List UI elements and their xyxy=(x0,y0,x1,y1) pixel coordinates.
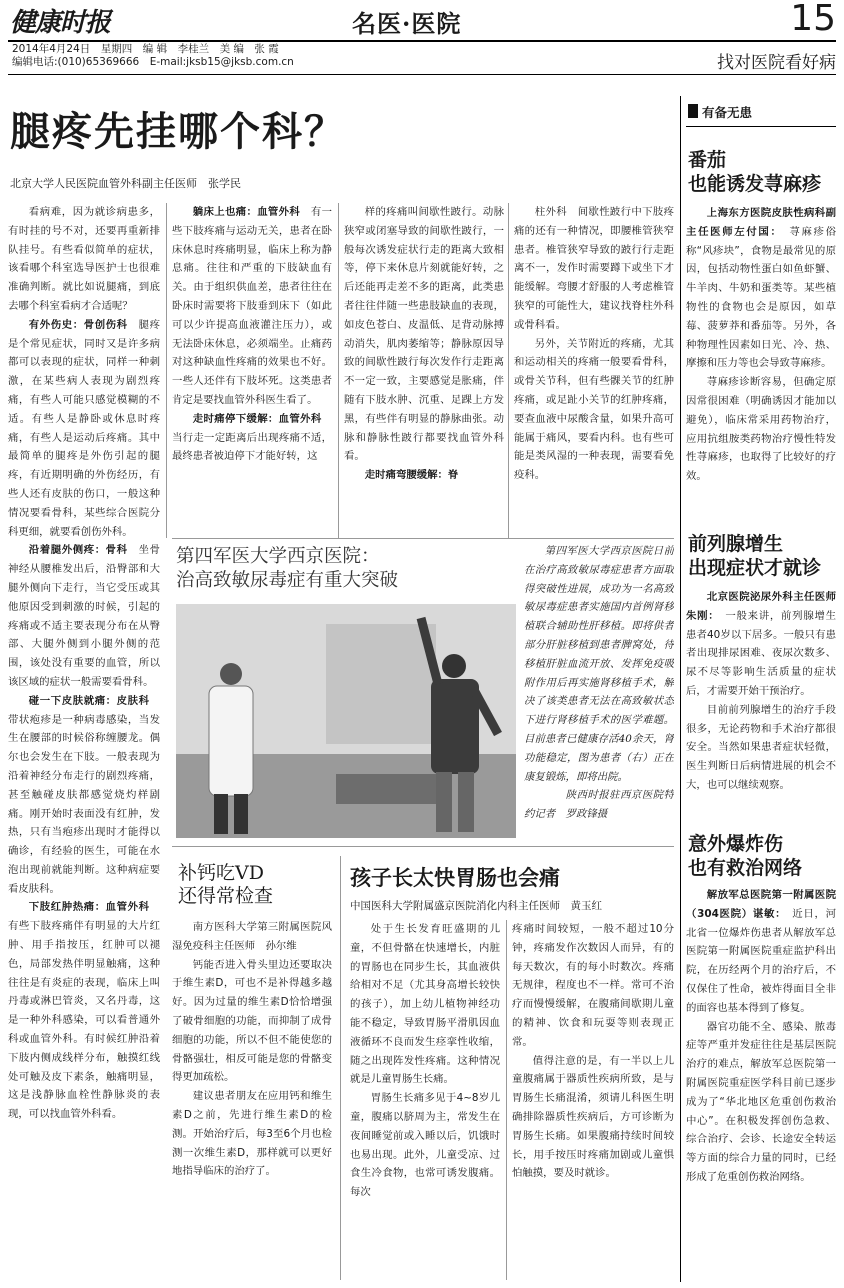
paragraph-lead: 走时痛弯腰缓解：脊 xyxy=(364,469,459,482)
lead-column-1 xyxy=(8,203,160,1281)
paragraph-text: 腿疼是个常见症状，同时又是许多病都可以表现的症状，同样一种刺激，在某些病人表现为剧烈疼痛，有些人可能只感觉模糊的不适。有些人是静卧或休息时疼痛，有些人是运动后疼痛。其中最简单的腿疼是外伤引起的腿疼，有近期明确的外伤经历，有些人还有皮肤的伤口，一般这种情况要看骨科，某些综合医院分科更细，就要看创伤外科。 xyxy=(8,318,160,538)
paragraph-text: 有些下肢疼痛伴有明显的大片红肿、用手指按压，红肿可以褪色，局部发热伴明显触痛，这种往往是有炎症的表现，临床上叫丹毒或淋巴管炎，又名丹毒，这是一种外科感染，可以看普通外科或血管外科。有时候红肿沿着下肢内侧成线样分布，触摸红线处可触及皮下素条，触痛明显，这是浅静脉血栓性静脉炎的表现，可以找血管外科看。 xyxy=(8,901,160,1121)
paragraph-text: 当行走一定距离后出现疼痛不适，最终患者被迫停下才能好转，这 xyxy=(172,412,332,463)
column-divider xyxy=(166,203,167,538)
vitamin-byline: 南方医科大学第三附属医院风湿免疫科主任医师 孙尔维 xyxy=(172,921,332,952)
newspaper-logo: 健康时报 xyxy=(10,8,111,38)
lead-column-3 xyxy=(344,203,504,525)
article-paragraph xyxy=(686,886,836,1018)
sidebar-title-line2: 也有救治网络 xyxy=(688,857,803,879)
sidebar-title-line1: 意外爆炸伤 xyxy=(688,833,784,855)
article-paragraph xyxy=(172,410,332,466)
sidebar-article-title xyxy=(688,148,836,198)
article-paragraph xyxy=(8,541,160,691)
article-paragraph xyxy=(686,373,836,486)
sidebar-article-body xyxy=(686,588,836,824)
paragraph-lead: 解放军总医院第一附属医院（304医院）谌敏： xyxy=(686,889,836,920)
article-paragraph xyxy=(686,1018,836,1187)
vitamin-body xyxy=(172,918,332,1280)
kids-byline: 中国医科大学附属盛京医院消化内科主任医师 黄玉红 xyxy=(350,900,602,912)
kids-paragraph: 胃肠生长痛多见于4~8岁儿童，腹痛以脐周为主，常发生在夜间睡觉前或入睡以后，饥饿时也易出现。此外，儿童受凉、过食生冷食物，也常可诱发腹痛。每次 xyxy=(350,1092,500,1199)
article-paragraph xyxy=(686,701,836,795)
sidebar-title-line2: 也能诱发荨麻疹 xyxy=(688,173,822,195)
sidebar-tag-marker xyxy=(688,104,698,118)
paragraph-lead: 有外伤史：骨创伤科 xyxy=(28,318,128,331)
paragraph-text: 看病难，因为就诊病患多，有时挂的号不对，还要再重新排队挂号。有些看似简单的症状，该看哪个科室选导医护士也很难准确判断。就比如说腿痛，到底去哪个科室看病才合适呢？ xyxy=(8,206,160,312)
paragraph-text: 目前前列腺增生的治疗手段很多，无论药物和手术治疗都很安全。当然如果患者症状轻微，医生判断日后病情进展的机会不大，也可以继续观察。 xyxy=(686,703,836,791)
vitamin-title-line1: 补钙吃VD xyxy=(178,862,264,884)
editor-contact: 编辑电话:(010)65369666 E-mail:jksb15@jksb.com.cn xyxy=(12,56,294,68)
paragraph-lead: 躺床上也痛：血管外科 xyxy=(192,206,301,218)
paragraph-text: 一般来讲，前列腺增生患者40岁以下居多。一般只有患者出现排尿困难、夜尿次数多、尿不尽等影响生活质量的症状后，才需要开始干预治疗。 xyxy=(686,609,836,697)
page-number: 15 xyxy=(790,0,836,39)
paragraph-text: 带状疱疹是一种病毒感染，当发生在腰部的时候俗称缠腰龙。偶尔也会发生在下肢。一般表现为沿着神经分布走行的剧烈疼痛，甚至触碰皮肤都感觉烧灼样剧痛。刚开始时表面没有红肿，发热，只有当疱疹出现时才能得以确诊，有经验的医生，可能在水泡出现前就能判断。这种病症要看皮肤科。 xyxy=(8,694,160,895)
article-paragraph xyxy=(8,316,160,542)
section-divider xyxy=(172,538,674,539)
photo-story-title xyxy=(176,545,516,595)
section-divider xyxy=(172,846,674,847)
column-divider xyxy=(508,203,509,538)
vitamin-paragraph: 建议患者朋友在应用钙和维生素D之前，先进行维生素D的检测。开始治疗后，每3至6个月也检测一次维生素D，那样就可以更好地指导临床的治疗了。 xyxy=(172,1090,332,1178)
sidebar-title-line2: 出现症状才就诊 xyxy=(688,557,822,579)
article-paragraph xyxy=(8,203,160,316)
kids-paragraph: 值得注意的是，有一半以上儿童腹痛属于器质性疾病所致，是与胃肠生长痛混淆，须请儿科医生明确排除器质性疾病后，方可诊断为胃肠生长痛。如果腹痛持续时间较长，用手按压时疼痛加剧或儿童惧怕触摸，要及时就诊。 xyxy=(512,1054,674,1180)
photo-caption xyxy=(524,542,674,837)
lead-column-2 xyxy=(172,203,332,525)
paragraph-text: 荨麻疹诊断容易，但确定原因常很困难（明确诱因才能加以避免），临床常采用药物治疗，应用抗组胺类药物治疗慢性特发性荨麻疹，也取得了比较好的疗效。 xyxy=(686,376,836,483)
photo-story-title-line2: 治高致敏尿毒症有重大突破 xyxy=(176,570,399,591)
header-bottom-rule xyxy=(8,74,836,75)
paragraph-text: 柱外科 间歇性跛行中下肢疼痛的还有一种情况，即腰椎管狭窄患者。椎管狭窄导致的跛行行走距离不一，发作时需要蹲下或坐下才能缓解。弯腰才舒服的人考虑椎管狭窄的可能性大，建议找脊柱外科或骨科看。 xyxy=(514,206,674,331)
sidebar-title-line1: 前列腺增生 xyxy=(688,533,784,555)
article-paragraph xyxy=(344,466,504,485)
paragraph-text: 另外，关节附近的疼痛，尤其和运动相关的疼痛一般要看骨科，或骨关节科，但有些髁关节的红肿疼痛，或足趾小关节的红肿疼痛，要查血液中尿酸含量，如果升高可能属于痛风，要看内科。也有些可能是类风湿的一种表现，需要看免疫科。 xyxy=(514,337,674,482)
kids-paragraph: 处于生长发育旺盛期的儿童，不但骨骼在快速增长，内脏的胃肠也在同步生长，其血液供给相对不足（尤其身高增长较快的孩子），加上幼儿植物神经功能不稳定，导致胃肠平滑肌因血液循环不良而发生痉挛性收缩，随之出现阵发性疼痛。这种情况就是儿童胃肠生长痛。 xyxy=(350,923,500,1086)
article-paragraph xyxy=(172,203,332,410)
paragraph-lead: 走时痛停下缓解：血管外科 xyxy=(192,412,322,425)
photo-story-title-line1: 第四军医大学西京医院： xyxy=(176,546,380,567)
issue-date-editors: 2014年4月24日 星期四 编 辑 李桂兰 美 编 张 霞 xyxy=(12,43,279,55)
paragraph-text: 有一些下肢疼痛与运动无关，患者在卧床休息时疼痛明显，临床上称为静息痛。往往和严重的下肢缺血有关。由于组织供血差，患者往往在卧床时需要将下肢垂到床下（如此可以少许提高血液灌注压力），或无法卧床休息，必须端坐。止痛药对这种缺血性疼痛的效果也不好。一些人还伴有下肢坏死。这类患者肯定是要找血管外科医生看了。 xyxy=(172,206,332,406)
sidebar-article-body xyxy=(686,204,836,522)
sidebar-article-title xyxy=(688,832,836,882)
paragraph-lead: 下肢红肿热痛：血管外科 xyxy=(28,901,150,914)
paragraph-lead: 碰一下皮肤就痛：皮肤科 xyxy=(28,694,150,707)
paragraph-text: 器官功能不全、感染、脓毒症等严重并发症往往是基层医院治疗的难点，解放军总医院第一附属医院重症医学科目前已逐步成为了“华北地区危重创伤救治中心”。在积极发挥创伤急救、综合治疗、会诊、长途安全转运等方面的综合力量的同时，已经形成了危重创伤救治网络。 xyxy=(686,1020,836,1183)
article-paragraph xyxy=(8,692,160,899)
photo-caption-text: 第四军医大学西京医院日前在治疗高致敏尿毒症患者方面取得突破性进展，成功为一名高致敏尿毒症患者实施国内首例肾移植联合辅助性肝移植。即将供者部分肝脏移植到患者脾窝处，待移植肝脏血流开放、发挥免疫吸附作用后再实施肾移植手术，解决了该类患者无法在高致敏状态下进行肾移植手术的医学难题。目前患者已健康存活40余天，肾功能稳定，图为患者（右）正在康复锻炼，即将出院。 xyxy=(524,545,674,783)
kids-paragraph: 疼痛时间较短，一般不超过10分钟，疼痛发作次数因人而异，有的每天数次，有的每小时数次。疼痛无规律，程度也不一样。常可不治疗而慢慢缓解，在腹痛间歇期儿童的精神、饮食和玩耍等则表现正常。 xyxy=(512,923,674,1048)
column-divider xyxy=(338,203,339,538)
vitamin-paragraph: 钙能否进入骨头里边还要取决于维生素D，可也不是补得越多越好。因为过量的维生素D恰恰增强了破骨细胞的功能，而抑制了成骨细胞的功能，所以不但不能使您的骨骼强壮，相反可能是您的骨骼变得更加疏松。 xyxy=(172,958,332,1084)
sidebar-article-title xyxy=(688,532,836,582)
vitamin-title-line2: 还得常检查 xyxy=(178,885,274,907)
paragraph-lead: 北京医院泌尿外科主任医师朱刚： xyxy=(686,591,836,622)
paragraph-lead: 上海东方医院皮肤性病科副主任医师左付国： xyxy=(686,207,836,238)
paragraph-lead: 沿着腿外侧疼：骨科 xyxy=(28,544,128,557)
sidebar-divider xyxy=(680,96,681,1282)
sidebar-article-body xyxy=(686,886,836,1282)
sidebar-title-line1: 番茄 xyxy=(688,149,727,171)
lead-byline: 北京大学人民医院血管外科副主任医师 张学民 xyxy=(10,177,241,190)
paragraph-text: 坐骨神经从腰椎发出后，沿臀部和大腿外侧向下走行，当它受压或其他原因受到刺激的时候，引起的疼痛或不适主要表现分布在从臀部、大腿外侧到小腿外侧的范围，该处没有重要的血管，所以该区域的症状一般需要看骨科。 xyxy=(8,544,160,688)
header-rule xyxy=(8,40,836,42)
kids-headline: 孩子长太快胃肠也会痛 xyxy=(350,865,560,890)
article-paragraph xyxy=(686,204,836,373)
sidebar-tag: 有备无患 xyxy=(702,105,753,120)
paragraph-text: 样的疼痛叫间歇性跛行。动脉狭窄或闭塞导致的间歇性跛行，一般每次诱发症状行走的距离大致相等，停下来休息片刻就能好转，之后还能再走差不多的距离，此类患者往往伴随一些患肢缺血的表现，如皮色苍白、皮温低、足背动脉搏动消失，肌肉萎缩等；静脉原因导致的间歇性跛行每次发作行走距离不一定一致，主要感觉是胀痛，伴随有下肢水肿、沉重、足踝上方发黑，有些伴有明显的静脉曲张。动脉和静脉性跛行都要找血管外科看。 xyxy=(344,206,504,463)
article-paragraph xyxy=(514,203,674,335)
vitamin-title xyxy=(178,862,338,912)
news-photo xyxy=(176,604,516,838)
lead-headline: 腿疼先挂哪个科？ xyxy=(10,108,346,155)
kids-column-2 xyxy=(512,920,674,1282)
section-title: 名医·医院 xyxy=(352,9,462,38)
lead-column-4 xyxy=(514,203,674,525)
column-divider xyxy=(340,856,341,1280)
article-paragraph xyxy=(8,898,160,1124)
article-paragraph xyxy=(344,203,504,466)
sidebar-tag-rule xyxy=(686,126,836,127)
paragraph-text: 荨麻疹俗称“风疹块”，食物是最常见的原因，包括动物性蛋白如鱼虾蟹、牛羊肉、牛奶和蛋类等。某些植物性的食物也会是原因，如草莓、菠萝莽和番茄等。另外，各种物理性因素如日光、冷、热、摩擦和压力等也会导致荨麻疹。 xyxy=(686,225,836,370)
article-paragraph xyxy=(514,335,674,485)
date-line xyxy=(12,43,432,71)
paragraph-text: 近日，河北省一位爆炸伤患者从解放军总医院第一附属医院重症监护科出院，在历经两个月的治疗后，不仅保住了性命，被炸得面目全非的面容也基本得到了修复。 xyxy=(686,907,836,1014)
patient-rehab-photo xyxy=(176,604,516,838)
article-paragraph xyxy=(686,588,836,701)
column-divider xyxy=(506,920,507,1280)
photo-credit: 陕西时报驻西京医院特约记者 罗政锋摄 xyxy=(524,789,674,821)
kids-column-1 xyxy=(350,920,500,1282)
page-slogan: 找对医院看好病 xyxy=(717,53,836,72)
